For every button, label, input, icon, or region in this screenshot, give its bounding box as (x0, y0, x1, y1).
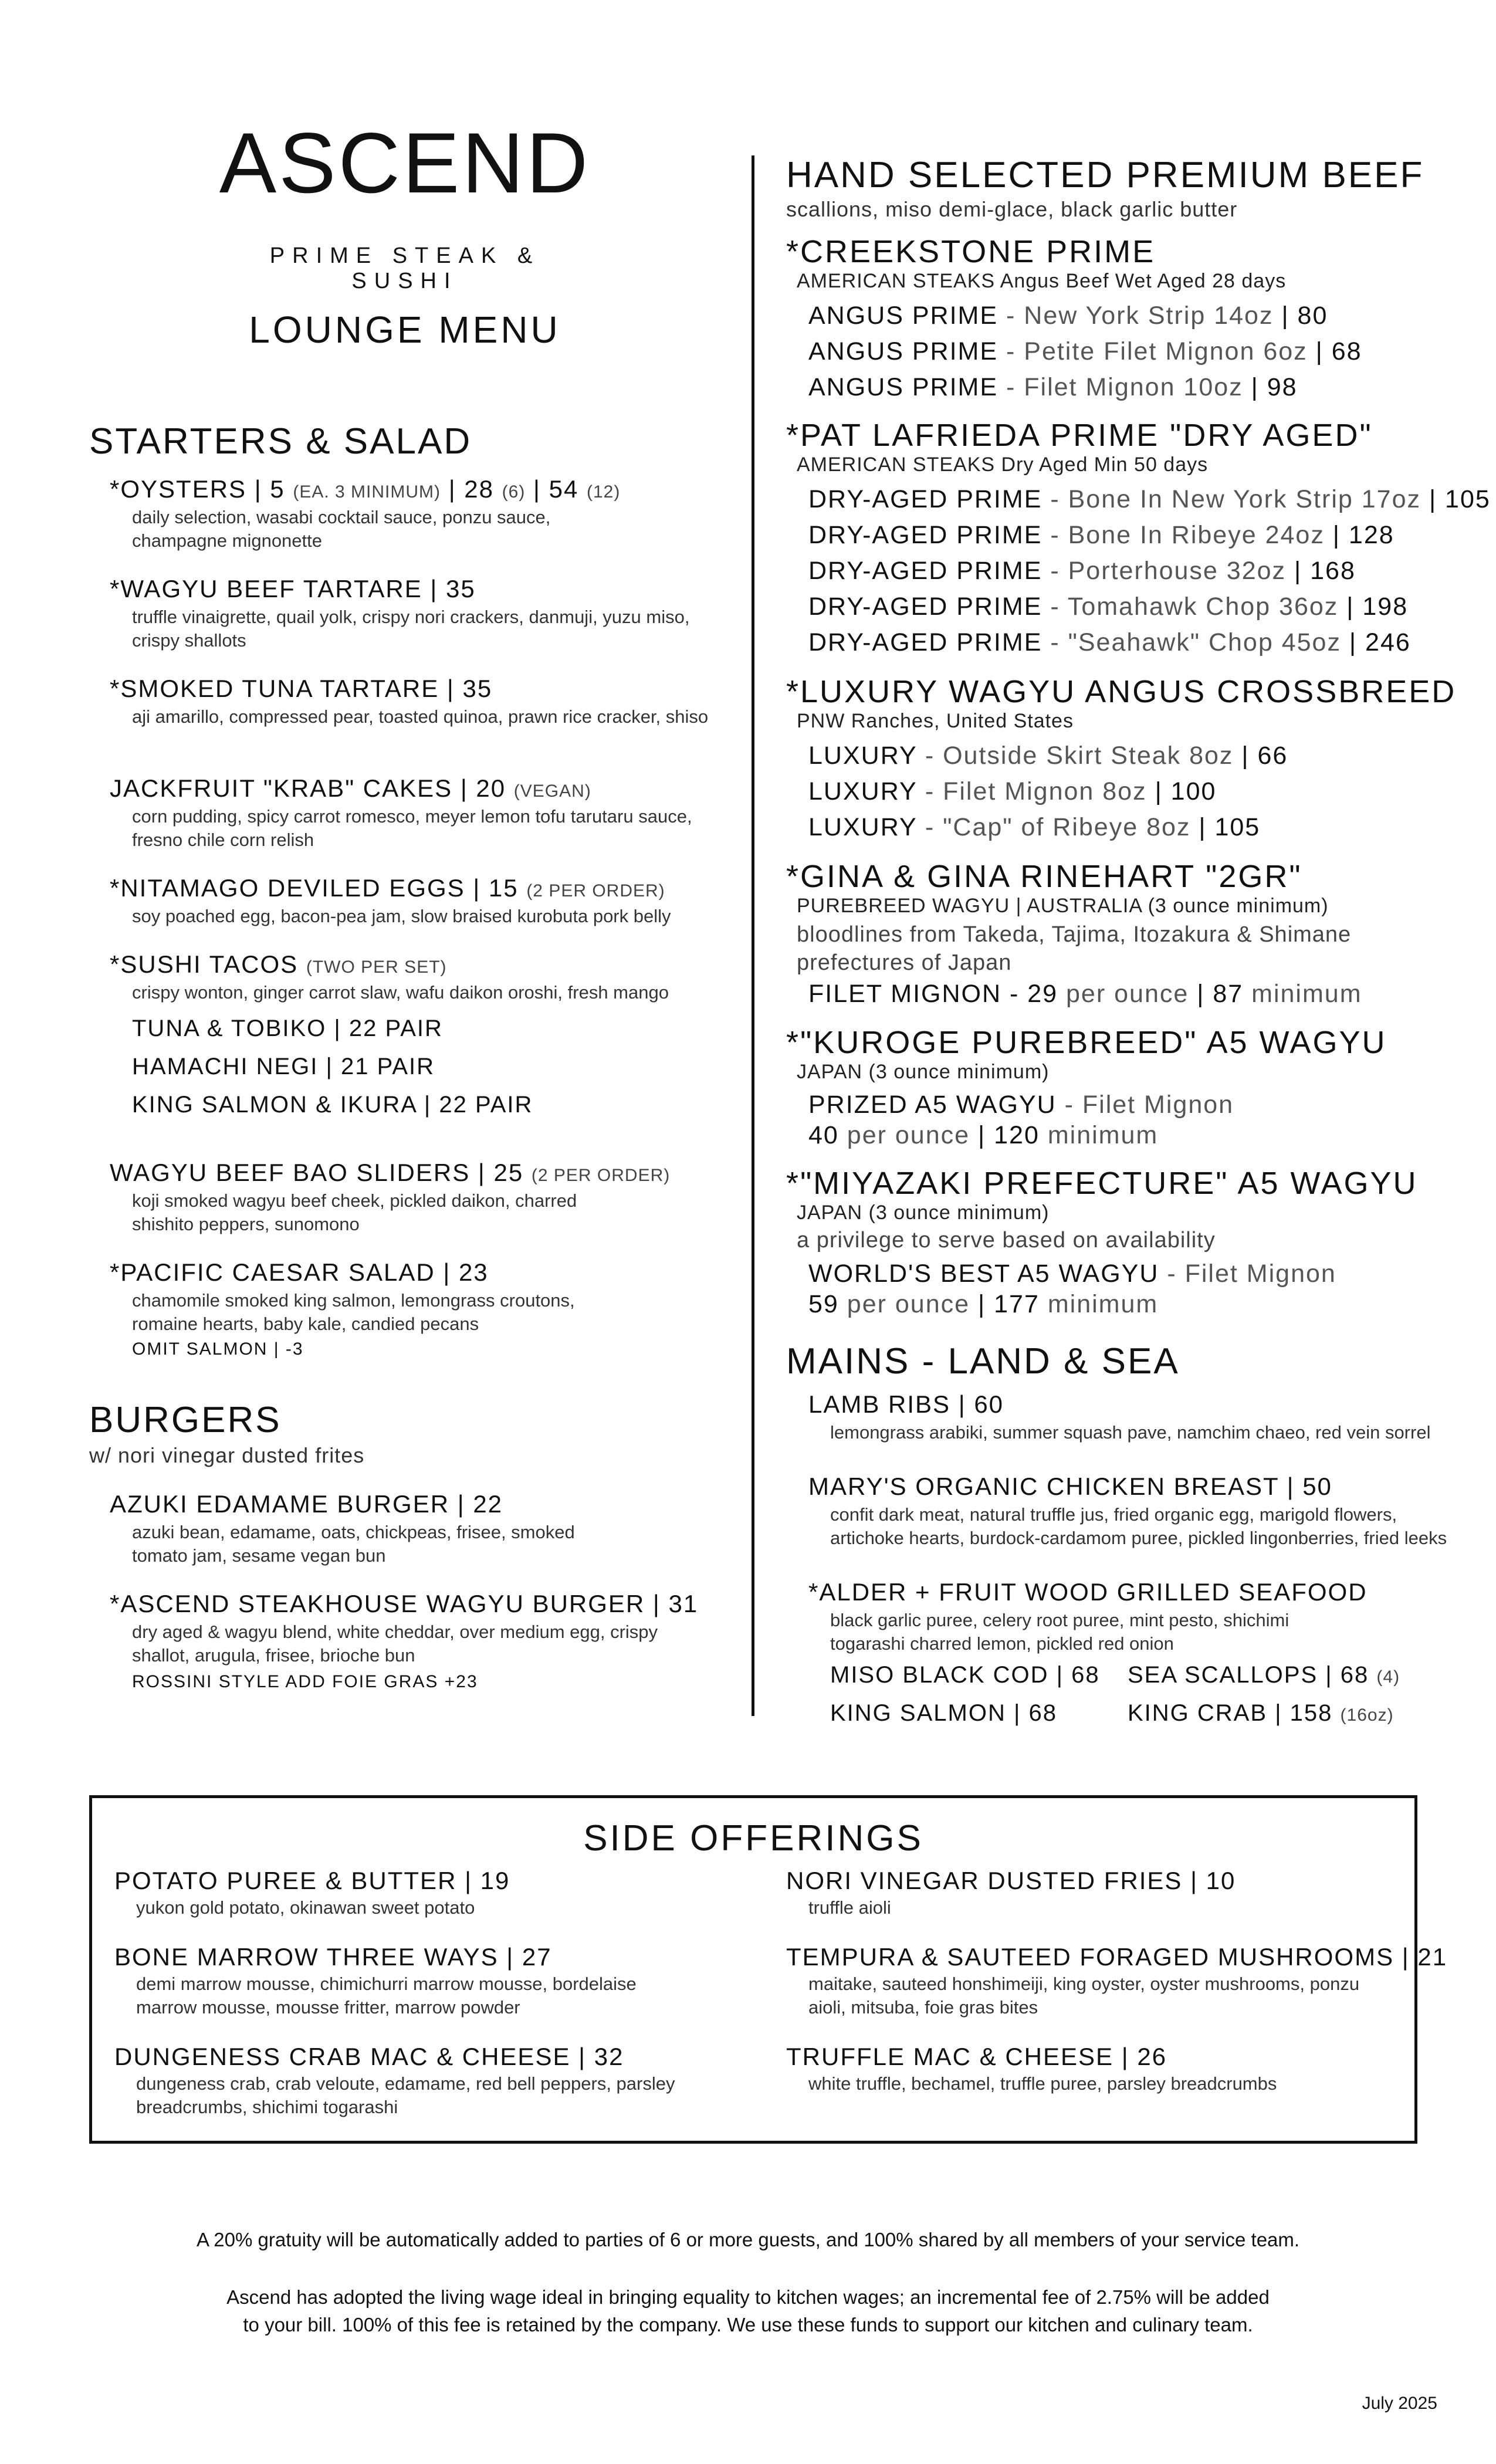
side-truffle-mac: TRUFFLE MAC & CHEESE | 26 (786, 2043, 1167, 2070)
miyazaki-a5-filet: WORLD'S BEST A5 WAGYU - Filet Mignon (808, 1260, 1336, 1288)
starter-sushi-tacos-desc: crispy wonton, ginger carrot slaw, wafu daikon oroshi, fresh mango (132, 982, 669, 1003)
kuroge-sub: JAPAN (3 ounce minimum) (797, 1061, 1050, 1083)
starter-caesar-salad-desc: chamomile smoked king salmon, lemongrass croutons, romaine hearts, baby kale, candied pecans (132, 1290, 575, 1334)
luxury-filet: LUXURY - Filet Mignon 8oz | 100 (808, 777, 1217, 805)
column-divider (752, 155, 754, 1716)
taco-tuna-tobiko: TUNA & TOBIKO | 22 PAIR (132, 1016, 443, 1041)
luxury-heading: *LUXURY WAGYU ANGUS CROSSBREED (786, 674, 1457, 709)
mains-heading: MAINS - LAND & SEA (786, 1341, 1180, 1382)
kuroge-a5-filet: PRIZED A5 WAGYU - Filet Mignon (808, 1091, 1234, 1119)
luxury-sub: PNW Ranches, United States (797, 710, 1074, 732)
brand-logo: ASCEND (219, 115, 591, 211)
burgers-subtitle: w/ nori vinegar dusted frites (89, 1443, 365, 1467)
starter-wagyu-tartare-desc: truffle vinaigrette, quail yolk, crispy nori crackers, danmuji, yuzu miso, crispy shallots (132, 607, 690, 651)
sides-heading: SIDE OFFERINGS (583, 1818, 923, 1859)
burger-azuki-edamame-desc: azuki bean, edamame, oats, chickpeas, frisee, smoked tomato jam, sesame vegan bun (132, 1522, 575, 1566)
menu-title: LOUNGE MENU (249, 309, 561, 351)
brand-tagline: PRIME STEAK & SUSHI (269, 243, 540, 293)
rinehart-desc-1: bloodlines from Takeda, Tajima, Itozakura & Shimane (797, 922, 1352, 947)
side-crab-mac: DUNGENESS CRAB MAC & CHEESE | 32 (114, 2043, 624, 2070)
rinehart-desc-2: prefectures of Japan (797, 950, 1012, 975)
creekstone-sub: AMERICAN STEAKS Angus Beef Wet Aged 28 days (797, 270, 1287, 292)
creekstone-ny-strip: ANGUS PRIME - New York Strip 14oz | 80 (808, 302, 1328, 330)
side-mushrooms-desc: maitake, sauteed honshimeiji, king oyster, oyster mushrooms, ponzu aioli, mitsuba, foie gras bites (808, 1974, 1360, 2018)
lafrieda-tomahawk: DRY-AGED PRIME - Tomahawk Chop 36oz | 198 (808, 593, 1409, 621)
side-mushrooms: TEMPURA & SAUTEED FORAGED MUSHROOMS | 21 (786, 1943, 1448, 1971)
side-nori-fries-desc: truffle aioli (808, 1897, 891, 1918)
main-lamb-ribs-desc: lemongrass arabiki, summer squash pave, namchim chaeo, red vein sorrel (830, 1422, 1431, 1443)
miyazaki-heading: *"MIYAZAKI PREFECTURE" A5 WAGYU (786, 1166, 1418, 1201)
taco-king-salmon-ikura: KING SALMON & IKURA | 22 PAIR (132, 1092, 533, 1118)
side-bone-marrow: BONE MARROW THREE WAYS | 27 (114, 1943, 552, 1971)
miyazaki-desc: a privilege to serve based on availability (797, 1228, 1216, 1253)
side-truffle-mac-desc: white truffle, bechamel, truffle puree, parsley breadcrumbs (808, 2073, 1277, 2094)
side-potato-puree-desc: yukon gold potato, okinawan sweet potato (136, 1897, 475, 1918)
luxury-skirt-steak: LUXURY - Outside Skirt Steak 8oz | 66 (808, 742, 1288, 770)
burger-wagyu-desc: dry aged & wagyu blend, white cheddar, over medium egg, crispy shallot, arugula, frisee, brioche bun (132, 1622, 658, 1666)
burgers-heading: BURGERS (89, 1400, 282, 1440)
lafrieda-sub: AMERICAN STEAKS Dry Aged Min 50 days (797, 453, 1209, 476)
kuroge-heading: *"KUROGE PUREBREED" A5 WAGYU (786, 1025, 1387, 1060)
main-grilled-seafood-desc: black garlic puree, celery root puree, mint pesto, shichimi togarashi charred lemon, pickled red onion (830, 1610, 1289, 1654)
gratuity-note: A 20% gratuity will be automatically added to parties of 6 or more guests, and 100% shared by all members of your service team. (196, 2229, 1300, 2250)
lafrieda-heading: *PAT LAFRIEDA PRIME "DRY AGED" (786, 418, 1373, 453)
starter-jackfruit-cakes: JACKFRUIT "KRAB" CAKES | 20 (VEGAN) (110, 774, 591, 802)
starter-sushi-tacos: *SUSHI TACOS (TWO PER SET) (110, 950, 447, 978)
seafood-king-crab: KING CRAB | 158 (16oz) (1128, 1700, 1394, 1726)
starter-bao-sliders: WAGYU BEEF BAO SLIDERS | 25 (2 PER ORDER) (110, 1159, 671, 1186)
burger-azuki-edamame: AZUKI EDAMAME BURGER | 22 (110, 1490, 503, 1518)
starter-oysters-desc: daily selection, wasabi cocktail sauce, ponzu sauce, champagne mignonette (132, 507, 551, 551)
beef-subtitle: scallions, miso demi-glace, black garlic butter (786, 197, 1238, 221)
main-chicken-breast-desc: confit dark meat, natural truffle jus, fried organic egg, marigold flowers, artichoke hearts, burdock-cardamom puree, pickled lingonberries, fried leeks (830, 1504, 1447, 1548)
side-nori-fries: NORI VINEGAR DUSTED FRIES | 10 (786, 1867, 1236, 1894)
lafrieda-ny-strip: DRY-AGED PRIME - Bone In New York Strip 17oz | 105 (808, 485, 1491, 513)
starter-deviled-eggs: *NITAMAGO DEVILED EGGS | 15 (2 PER ORDER) (110, 874, 665, 902)
miyazaki-sub: JAPAN (3 ounce minimum) (797, 1201, 1050, 1224)
starter-jackfruit-cakes-desc: corn pudding, spicy carrot romesco, meyer lemon tofu tarutaru sauce, fresno chile corn relish (132, 806, 692, 850)
main-grilled-seafood: *ALDER + FRUIT WOOD GRILLED SEAFOOD (808, 1578, 1368, 1606)
side-crab-mac-desc: dungeness crab, crab veloute, edamame, red bell peppers, parsley breadcrumbs, shichimi togarashi (136, 2073, 675, 2117)
seafood-sea-scallops: SEA SCALLOPS | 68 (4) (1128, 1662, 1400, 1688)
starter-oysters: *OYSTERS | 5 (EA. 3 MINIMUM) | 28 (6) | 54 (12) (110, 475, 621, 503)
starter-caesar-salad: *PACIFIC CAESAR SALAD | 23 (110, 1258, 489, 1286)
caesar-omit-salmon: OMIT SALMON | -3 (132, 1339, 304, 1359)
burger-wagyu: *ASCEND STEAKHOUSE WAGYU BURGER | 31 (110, 1590, 699, 1617)
seafood-king-salmon: KING SALMON | 68 (830, 1700, 1057, 1726)
luxury-ribeye-cap: LUXURY - "Cap" of Ribeye 8oz | 105 (808, 813, 1261, 841)
rinehart-filet: FILET MIGNON - 29 per ounce | 87 minimum (808, 980, 1362, 1008)
taco-hamachi-negi: HAMACHI NEGI | 21 PAIR (132, 1054, 435, 1079)
rinehart-sub: PUREBREED WAGYU | AUSTRALIA (3 ounce minimum) (797, 895, 1329, 917)
living-wage-note-2: to your bill. 100% of this fee is retained by the company. We use these funds to support our kitchen and culinary team. (243, 2314, 1253, 2336)
starter-tuna-tartare-desc: aji amarillo, compressed pear, toasted quinoa, prawn rice cracker, shiso (132, 706, 709, 727)
creekstone-petite-filet: ANGUS PRIME - Petite Filet Mignon 6oz | 68 (808, 337, 1362, 365)
rinehart-heading: *GINA & GINA RINEHART "2GR" (786, 859, 1302, 894)
lafrieda-seahawk: DRY-AGED PRIME - "Seahawk" Chop 45oz | 246 (808, 628, 1411, 656)
side-bone-marrow-desc: demi marrow mousse, chimichurri marrow mousse, bordelaise marrow mousse, mousse fritter, marrow powder (136, 1974, 637, 2018)
starter-deviled-eggs-desc: soy poached egg, bacon-pea jam, slow braised kurobuta pork belly (132, 906, 671, 926)
starter-bao-sliders-desc: koji smoked wagyu beef cheek, pickled daikon, charred shishito peppers, sunomono (132, 1190, 577, 1234)
living-wage-note-1: Ascend has adopted the living wage ideal in bringing equality to kitchen wages; an incremental fee of 2.75% will be added (226, 2286, 1270, 2308)
lafrieda-ribeye: DRY-AGED PRIME - Bone In Ribeye 24oz | 128 (808, 521, 1395, 549)
menu-date: July 2025 (1362, 2394, 1437, 2413)
main-chicken-breast: MARY'S ORGANIC CHICKEN BREAST | 50 (808, 1473, 1332, 1500)
burger-rossini-addon: ROSSINI STYLE ADD FOIE GRAS +23 (132, 1672, 478, 1691)
starter-wagyu-tartare: *WAGYU BEEF TARTARE | 35 (110, 575, 476, 603)
creekstone-filet: ANGUS PRIME - Filet Mignon 10oz | 98 (808, 373, 1298, 401)
creekstone-heading: *CREEKSTONE PRIME (786, 234, 1156, 269)
lafrieda-porterhouse: DRY-AGED PRIME - Porterhouse 32oz | 168 (808, 557, 1356, 585)
kuroge-a5-price: 40 per ounce | 120 minimum (808, 1121, 1159, 1149)
starters-heading: STARTERS & SALAD (89, 421, 472, 462)
main-lamb-ribs: LAMB RIBS | 60 (808, 1390, 1004, 1418)
seafood-black-cod: MISO BLACK COD | 68 (830, 1662, 1100, 1688)
starter-tuna-tartare: *SMOKED TUNA TARTARE | 35 (110, 675, 493, 702)
beef-heading: HAND SELECTED PREMIUM BEEF (786, 155, 1424, 195)
miyazaki-a5-price: 59 per ounce | 177 minimum (808, 1290, 1159, 1318)
side-potato-puree: POTATO PUREE & BUTTER | 19 (114, 1867, 510, 1894)
